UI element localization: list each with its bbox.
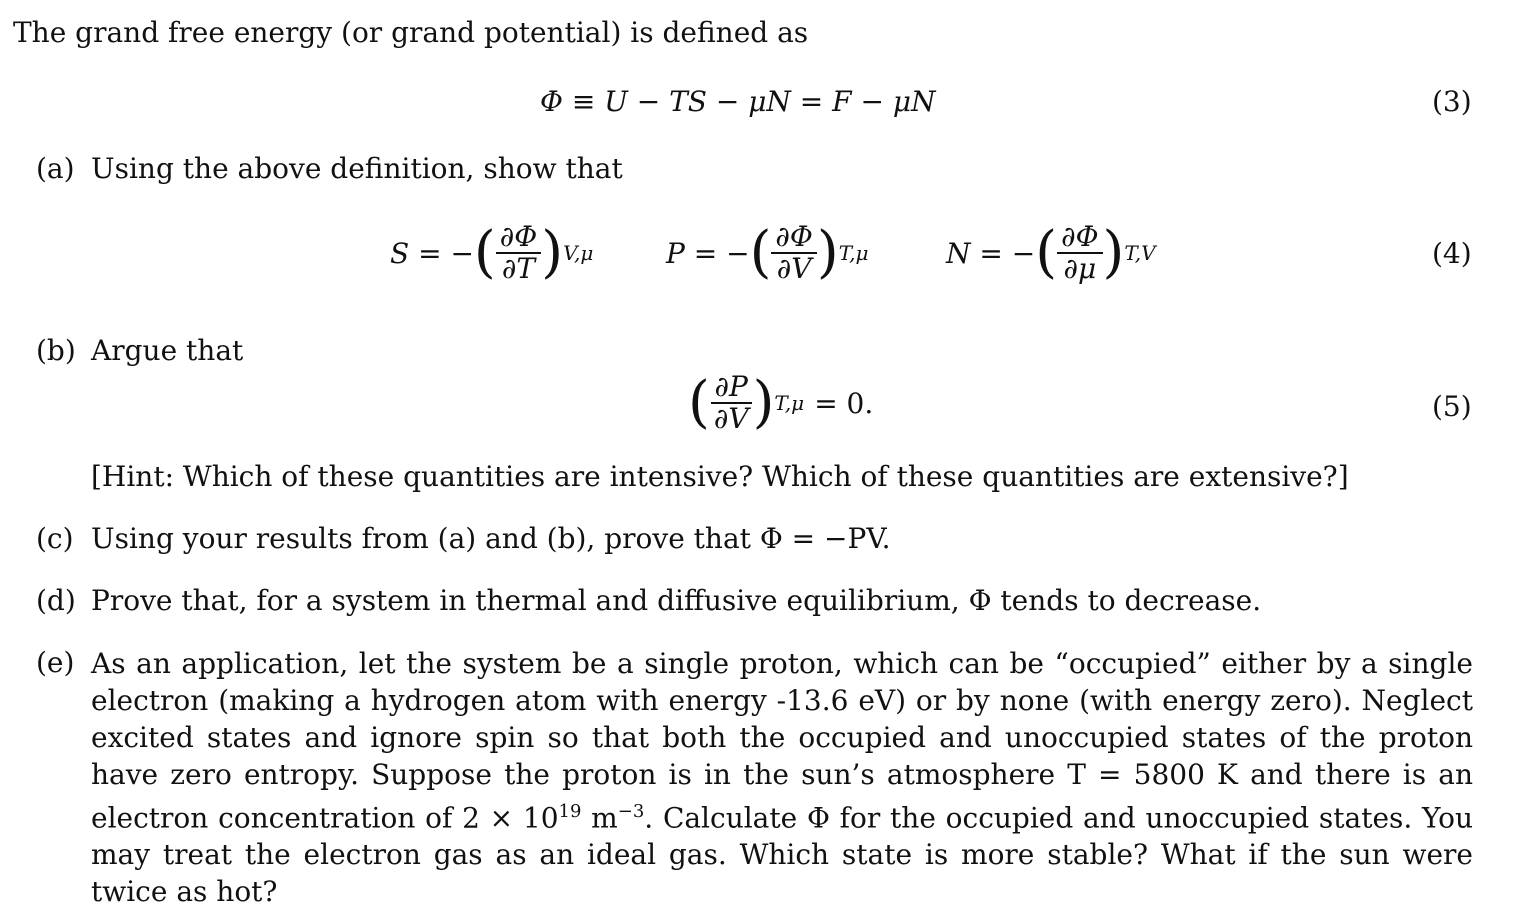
- equation-5-rhs: = 0.: [814, 386, 874, 420]
- equation-5-num: ∂P: [711, 372, 752, 404]
- equation-4-pressure-den: ∂V: [776, 252, 812, 285]
- equation-5-den: ∂V: [713, 402, 749, 435]
- part-b-text: Argue that: [91, 334, 244, 367]
- equation-5-sub: T,μ: [774, 391, 805, 415]
- part-e-text-1: As an application, let the system be a single proton, which can be “occupied” either by a single electron (making a hydrogen atom with energy -13.6 eV) or by none (with energy zero). Neglect excited states and ignore spin so that both the occupied and unoccupied states of the proton have zero entropy. Suppose the proton is in the sun’s atmosphere T = 5800 K and there is an electron concentration of 2 × 10: [91, 647, 1473, 835]
- part-a-text: Using the above definition, show that: [91, 152, 623, 185]
- equation-4-n-sub: T,V: [1124, 241, 1156, 265]
- equation-4-n-den: ∂μ: [1063, 252, 1097, 285]
- equation-4-n-lhs: N = −: [946, 236, 1036, 270]
- part-d-label: (d): [36, 584, 76, 617]
- equation-4-entropy: S = − ( $\frac{\partial\Phi}{\partial T}$ ) V,μ: [390, 220, 594, 285]
- part-e-paragraph: [91, 645, 1473, 910]
- equation-4-entropy-sub: V,μ: [563, 241, 594, 265]
- equation-4-number: (4): [1432, 237, 1472, 270]
- part-b-hint: [Hint: Which of these quantities are intensive? Which of these quantities are extensive?]: [91, 460, 1349, 493]
- part-c-text: Using your results from (a) and (b), prove that Φ = −PV.: [91, 522, 891, 555]
- part-e-text-2: m: [581, 801, 618, 835]
- equation-4-entropy-lhs: S = −: [390, 236, 474, 270]
- intro-text: The grand free energy (or grand potential) is defined as: [13, 16, 809, 49]
- part-b-label: (b): [36, 334, 76, 367]
- equation-4-pressure-lhs: P = −: [666, 236, 750, 270]
- equation-3-number: (3): [1432, 85, 1472, 118]
- part-e-label: (e): [36, 646, 75, 679]
- equation-4-pressure: P = − ( $\frac{\partial\Phi}{\partial V}$ ) T,μ: [666, 220, 869, 285]
- part-c-label: (c): [36, 522, 74, 555]
- equation-4-pressure-sub: T,μ: [838, 241, 869, 265]
- equation-5-number: (5): [1432, 390, 1472, 423]
- part-a-label: (a): [36, 152, 75, 185]
- equation-4-number-of-particles: N = − ( $\frac{\partial\Phi}{\partial\mu}$ ) T,V: [946, 220, 1156, 285]
- equation-4-pressure-num: ∂Φ: [771, 222, 816, 254]
- part-e-exponent-1: 19: [558, 801, 582, 822]
- part-e-text-3: . Calculate Φ for the occupied and unoccupied states. You may treat the electron gas as an ideal gas. Which state is more stable? What if the sun were twice as hot?: [91, 801, 1474, 909]
- part-d-text: Prove that, for a system in thermal and diffusive equilibrium, Φ tends to decrease.: [91, 584, 1262, 617]
- equation-4-entropy-num: ∂Φ: [496, 222, 541, 254]
- part-e-exponent-2: −3: [617, 801, 645, 822]
- equation-5: ( $\frac{\partial P}{\partial V}$ ) T,μ = 0.: [688, 370, 874, 435]
- equation-4-n-num: ∂Φ: [1057, 222, 1102, 254]
- equation-4-entropy-den: ∂T: [501, 252, 536, 285]
- equation-3: Φ ≡ U − TS − μN = F − μN: [540, 85, 936, 118]
